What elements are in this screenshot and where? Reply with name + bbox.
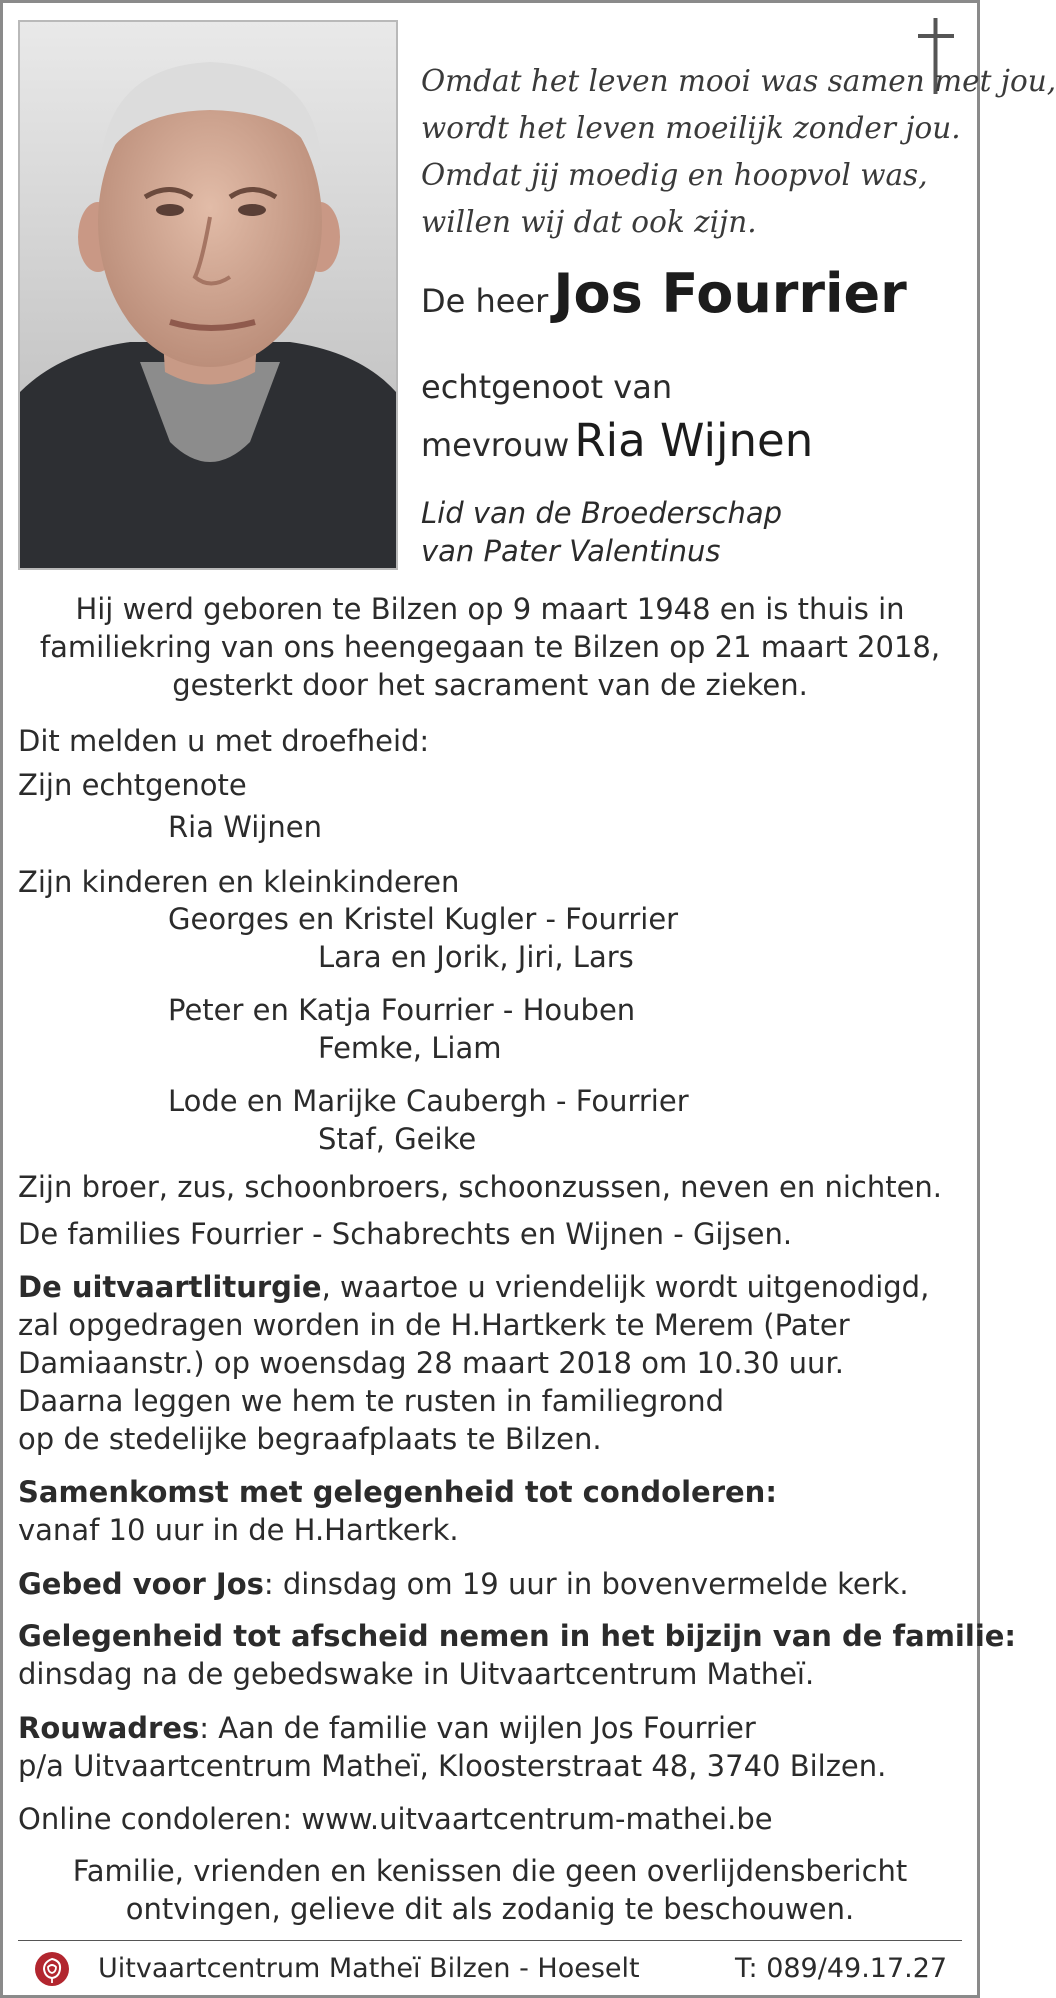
address-label: Rouwadres (18, 1711, 200, 1745)
liturgy-line: , waartoe u vriendelijk wordt uitgenodigd, (321, 1270, 930, 1304)
membership-line: van Pater Valentinus (421, 534, 721, 568)
siblings-text: Zijn broer, zus, schoonbroers, schoonzussen, neven en nichten. (18, 1170, 943, 1204)
membership (421, 494, 782, 570)
farewell-label: Gelegenheid tot afscheid nemen in het bijzijn van de familie: (18, 1619, 1017, 1653)
poem-line: wordt het leven moeilijk zonder jou. (421, 111, 961, 145)
spouse-name: Ria Wijnen (574, 414, 814, 467)
closing-line: Familie, vrienden en kenissen die geen overlijdensbericht (72, 1854, 908, 1888)
farewell-text: dinsdag na de gebedswake in Uitvaartcentrum Matheï. (18, 1657, 815, 1691)
deceased-name-line (421, 262, 907, 325)
birth-death-line: Hij werd geboren te Bilzen op 9 maart 1948 en is thuis in (75, 592, 905, 626)
liturgy-line: zal opgedragen worden in de H.Hartkerk te Merem (Pater (18, 1308, 850, 1342)
rose-logo-icon (34, 1951, 70, 1987)
poem-line: Omdat jij moedig en hoopvol was, (421, 158, 928, 192)
grandchildren: Staf, Geike (318, 1122, 477, 1156)
footer-phone: T: 089/49.17.27 (735, 1953, 948, 1984)
birth-death-line: gesterkt door het sacrament van de zieken. (172, 668, 808, 702)
prayer-line (18, 1565, 909, 1603)
birth-death-text (0, 590, 980, 704)
prayer-text: : dinsdag om 19 uur in bovenvermelde kerk. (263, 1567, 909, 1601)
spouse-prefix: mevrouw (421, 426, 570, 464)
families-text: De families Fourrier - Schabrechts en Wijnen - Gijsen. (18, 1217, 793, 1251)
deceased-prefix: De heer (421, 282, 549, 320)
poem-line: willen wij dat ook zijn. (421, 205, 757, 239)
birth-death-line: familiekring van ons heengegaan te Bilzen op 21 maart 2018, (39, 630, 941, 664)
membership-line: Lid van de Broederschap (421, 496, 783, 530)
child-family: Georges en Kristel Kugler - Fourrier (168, 902, 679, 936)
portrait-photo (18, 20, 398, 570)
deceased-name: Jos Fourrier (553, 262, 907, 325)
liturgy-first-line (18, 1268, 929, 1306)
liturgy-line: op de stedelijke begraafplaats te Bilzen. (18, 1422, 602, 1456)
grandchildren: Femke, Liam (318, 1031, 502, 1065)
address-line (18, 1709, 756, 1747)
grandchildren: Lara en Jorik, Jiri, Lars (318, 940, 634, 974)
poem (421, 58, 1056, 246)
announcement: Dit melden u met droefheid: (18, 724, 430, 758)
wife-name: Ria Wijnen (168, 810, 322, 844)
child-family: Lode en Marijke Caubergh - Fourrier (168, 1084, 689, 1118)
child-family: Peter en Katja Fourrier - Houben (168, 993, 636, 1027)
closing-text (0, 1852, 980, 1928)
liturgy-line: Daarna leggen we hem te rusten in familiegrond (18, 1384, 725, 1418)
wife-label: Zijn echtgenote (18, 768, 247, 802)
footer-funeral-home: Uitvaartcentrum Matheï Bilzen - Hoeselt (98, 1953, 640, 1984)
gathering-text: vanaf 10 uur in de H.Hartkerk. (18, 1513, 459, 1547)
poem-line: Omdat het leven mooi was samen met jou, (421, 64, 1056, 98)
liturgy-label: De uitvaartliturgie (18, 1270, 322, 1304)
children-label: Zijn kinderen en kleinkinderen (18, 865, 460, 899)
spouse-intro: echtgenoot van (421, 368, 673, 406)
prayer-label: Gebed voor Jos (18, 1567, 264, 1601)
address-text: : Aan de familie van wijlen Jos Fourrier (199, 1711, 756, 1745)
footer-divider (18, 1940, 962, 1941)
liturgy-line: Damiaanstr.) op woensdag 28 maart 2018 om 10.30 uur. (18, 1346, 844, 1380)
address-text: p/a Uitvaartcentrum Matheï, Kloosterstraat 48, 3740 Bilzen. (18, 1749, 887, 1783)
closing-line: ontvingen, gelieve dit als zodanig te beschouwen. (125, 1892, 855, 1926)
spouse-name-line (421, 414, 813, 467)
online-condolence: Online condoleren: www.uitvaartcentrum-mathei.be (18, 1802, 773, 1836)
gathering-label: Samenkomst met gelegenheid tot condoleren: (18, 1475, 777, 1509)
